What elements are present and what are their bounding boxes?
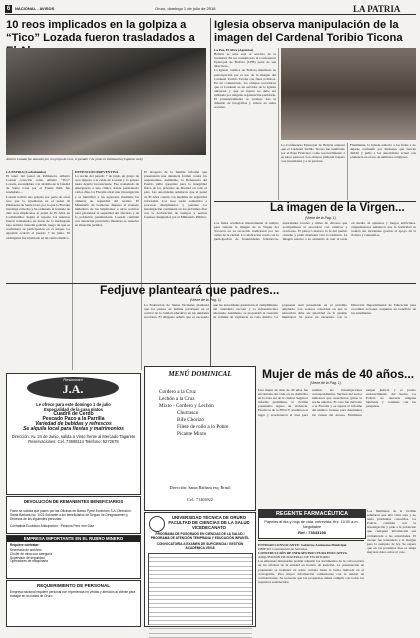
restaurant-line2: Especialidad de la casa platos [44, 407, 103, 412]
masthead [5, 4, 416, 18]
restaurant-logo-letters: J.A. [62, 382, 84, 396]
story-left-headline: 10 reos implicados en la golpiza a “Tico” Lozada fueron trasladados a [6, 19, 195, 44]
story-left-subhead: DETENCIÓN PREVENTIVA [75, 170, 119, 174]
restaurant-logo [27, 377, 119, 399]
teaser-1-text: Los fieles acudieron masivamente al templo para venerar la imagen de la Virgen del Socavón en su recorrido tradicional por las calles de la ciudad. La celebración contó con la participación de fraternidades folklóricas, autoridades locales y miles de devotos que acompañaron la procesión con cánticos y oraciones. El párroco destacó la fe del pueblo orureño y pidió mantener viva la tradición. La imagen retornó a su santuario al caer la tarde en medio de aplausos y fuegos artificiales. Organizadores señalaron que la festividad se realizó sin incidentes gracias al apoyo de la Policía y voluntarios. [214, 221, 416, 242]
teaser-2-headline: Fedjuve planteará que padres... [100, 283, 280, 297]
regente-title: REGENTE FARMACÉUTICA [259, 510, 365, 518]
teaser-2-text: La Federación de Juntas Vecinales planteará que los padres de familia participen en el control de la calidad educativa en las unidades escolares. El dirigente señaló que es necesario que las autoridades garanticen el cumplimiento del calendario escolar y la infraestructura adecuada. Asimismo, se propondrá la creación de comités de vigilancia en cada distrito. La propuesta será presentada en el próximo ampliado. Los vecinos coinciden en que la educación debe ser prioridad en la gestión municipal. Se prevé un encuentro con la Dirección Departamental de Educación para coordinar acciones conjuntas en beneficio de los estudiantes. [144, 303, 416, 320]
teaser-3-text-cont: Los familiares de la víctima señalaron que ella vivía sola y no tenía problemas conocidos. La Policía continúa con la investigación y pide a la población que cualquier información sea comunicada a las autoridades. El cuerpo fue trasladado a la morgue para la autopsia de ley. Se espera que en los próximos días se tenga mayores datos sobre el caso. [367, 509, 416, 554]
regente-body: Papeles al día y hoja de vida, entrevista Hrs. 10:00 a.m., Negotiable [264, 520, 360, 529]
page-number: 6 [6, 6, 11, 12]
story-right-body: Bolivia se sabe está al servicio de la Sociedad. En un comunicado la Conferencia Episcopal de Bolivia (CEB) parte de sus directivos... [214, 52, 276, 69]
menu-item: Lechón a la Cruz [159, 396, 195, 402]
devolucion-list: Contratista Ecofuturo Anticipación · Persona Pero vive Diaz [10, 524, 94, 528]
menu-items [159, 389, 249, 438]
menu-title: MENÚ DOMINICAL [168, 370, 232, 378]
menu-item: Picante Mixto [177, 431, 207, 437]
dateline: Oruro, domingo 1 de julio de 2018 [155, 6, 216, 11]
devolucion-title: DEVOLUCIÓN DE REMANENTES BENEFICIARIOS [23, 499, 124, 504]
story-right-col3: Finalmente, la Iglesia exhortó a los fieles a no dejarse confundir por mensajes que buscan dividir y pidió a las autoridades actuar con prudencia en el uso de símbolos religiosos. [350, 143, 416, 160]
regente-ref: Ref.: 73543198 [298, 530, 326, 535]
menu-item: Filete de rollo a lo Pobre [177, 424, 229, 430]
ad-concursos: ENTIDAD CONVOCANTE: Gobierno Autónomo Municipal OBJETO: Contratación de Servicios CONSTRUCCIÓN DE INFRAESTRUCTURA EDUCATIVA ADQUISICIÓN DE MATERIAL DE ESCRITORIO Las empresas interesadas podrán adquirir los documentos de la convocatoria en las oficinas de la entidad en horario de atención. La presentación de propuestas se realizará en sobre cerrado hasta la fecha indicada en el cronograma. Para mayor información comunicarse con la unidad de contrataciones. Se recuerda que las propuestas deben cumplir con todos los requisitos establecidos. [258, 540, 364, 628]
ad-menu [144, 366, 256, 511]
restaurant-line5: Variedad de bebidas y refrescos [35, 421, 112, 427]
restaurant-name: Restaurant [63, 377, 83, 382]
menu-address: Dirección: Santa Bárbara esq. Brasil [169, 485, 231, 490]
story-right-photo [281, 48, 416, 140]
devolucion-body: Favor se solicita que pasen por las Oficinas de Banco Pyme Ecofuturo S.A. Dirección Santa Bárbara No. 1023 Sobrante a los beneficiarios de Seguro de Desgravamen y Decesos de los siguientes personas: [10, 509, 131, 521]
ad-devolucion [6, 496, 141, 534]
requerimiento-body: Empresa nacional requiere personal con experiencia en ventas y atención al cliente para trabajar en la ciudad de Oruro. [10, 590, 136, 598]
requerimiento-title: REQUERIMIENTO DE PERSONAL [36, 583, 111, 588]
universidad-table [148, 553, 253, 625]
story-left-body-col3: El abogado de la familia informó que presentarán una denuncia formal contra los responsables. Asimismo, la Defensoría del Pueblo pidió garantías para la integridad física de los privados de libertad en todo el país. Las autoridades señalaron que el penal de El Abra cuenta con medidas de seguridad reforzadas. Los reos serán sometidos a procesos disciplinarios y penales. La investigación continuará en los próximos días con la declaración de testigos y peritos forenses designados por el Ministerio Público. [144, 170, 207, 220]
story-right-headline: Iglesia observa manipulación de la imagen del Cardenal Toribio Ticona [214, 19, 403, 44]
restaurant-line6: Se alquila local para fiestas y matrimonios [23, 426, 124, 432]
empresa-requires: Requiere contratar: [10, 543, 40, 547]
restaurant-line3: Cuadril de Cerdo [53, 411, 94, 417]
ad-requerimiento [6, 580, 141, 627]
story-left-body-col1: LA PATRIA (Cochabamba) El tenor del penal de Palmasola, Alberto Lozada conocido como Alberto “Tico” Lozada, excandidato a la alcaldía de la Ciudad de Santa Cruz por el Frente PAP, fue trasladado... Lozada recibió una golpiza por parte de otros reos que lo agredieron en el penal de Palmasola de Santa Cruz, por lo que la Fiscalía investiga el hecho y ha ordenado el traslado de diez reos implicados al penal de El Abra en Cochabamba. Según el reporte, los internos fueron trasladados en horas de la madrugada bajo estricta custodia policial, luego de que se confirmara su participación en el ataque. La agresión ocurrió el pasado 7 de junio. El exdirigente fue internado en un centro médico. [6, 170, 70, 240]
story-left-caption: Alberto Lozada fue atacado por un grupo de reos, el pasado 7 de junio en Palmasola (Captura web). [6, 157, 144, 161]
universidad-title1: UNIVERSIDAD TÉCNICA DE ORURO [171, 515, 247, 520]
universidad-convocatoria: CONVOCATORIA A EXAMEN DE SUFICIENCIA / GESTIÓN ACADÉMICA I/2018 [156, 542, 244, 550]
teaser-3-headline: Mujer de más de 40 años... [262, 367, 415, 381]
menu-item: Churrasco [177, 410, 199, 416]
story-right-col1: La Paz, El Abra (Agencias) Bolivia se sabe está al servicio de la Sociedad. En un comunicado la Conferencia Episcopal de Bolivia (CEB) parte de sus directivos... La Iglesia católica de Bolivia manifestó su preocupación por el uso de la imagen del Cardenal Toribio Ticona con fines políticos. En un comunicado, los obispos recordaron que el Cardenal es un servidor de la Iglesia universal y que su figura no debe ser utilizada por ninguna organización partidaria. El pronunciamiento se produjo tras la difusión de fotografías y videos en redes sociales. [214, 48, 276, 110]
restaurant-line4: Pescado Paco a la Parrilla [42, 416, 105, 422]
story-left-body: El tenor del penal de Palmasola, Alberto Lozada conocido como Alberto “Tico” Lozada, excandidato a la alcaldía de la Ciudad de Santa Cruz por el Frente PAP, fue trasladado... [6, 174, 70, 195]
teaser-3-sub: (Viene de la Pag. 1) [310, 381, 341, 385]
story-left-body-col2: DETENCIÓN PREVENTIVA La noche del pasado 7 de junio un grupo de reos ingresó a la celda de Lozada y lo golpeó hasta dejarlo inconsciente. Fue trasladado de emergencia a una clínica donde permaneció varios días. La Fiscalía abrió una investigación y se identificó a los agresores mediante las cámaras de seguridad del recinto. El Ministerio de Gobierno dispuso el traslado inmediato de los implicados a otros recintos para garantizar la seguridad del afectado y de la población penitenciaria. Lozada continúa con detención preventiva mientras se resuelve su situación jurídica. [75, 170, 139, 228]
restaurant-line8: Reservaciones: Cel. 73609114 Telefono: 5272678 [28, 439, 119, 444]
story-right-byline: La Paz, El Abra (Agencias) [214, 48, 254, 52]
empresa-items: Secretaria de archivos Chofer de mina con categoría Supervisor de seguridad Operadores de maquinaria [10, 548, 52, 564]
restaurant-line1: Le ofrece para este domingo 1 de julio [36, 402, 111, 407]
ad-restaurant [6, 373, 141, 495]
universidad-logo [149, 516, 165, 532]
ad-universidad [144, 512, 256, 627]
universidad-title3: VICEDECANATO [192, 525, 226, 530]
story-left-photo [6, 48, 206, 155]
menu-phone: Cel.: 71404922 [187, 497, 213, 502]
empresa-title: EMPRESA IMPORTANTE EN EL RUBRO MINERO [7, 536, 140, 542]
teaser-1-headline: La imagen de la Virgen... [270, 202, 405, 214]
section-label: NACIONAL - AVISOS [15, 6, 55, 11]
teaser-1-sub: (Viene de la Pag. 1) [305, 216, 336, 220]
restaurant-line7: Dirección: Av. 24 de Junio, salida a Vinto frente al Mercado Tagarete [11, 434, 136, 439]
story-left-byline: LA PATRIA (Cochabamba) [6, 170, 46, 174]
teaser-2-sub: (Viene de la Pag. 1) [190, 298, 221, 302]
universidad-subtitle: PROGRAMA DE POSGRADO EN CIENCIAS DE LA SALUD / PROGRAMA DE ATENCIÓN TEMPRANA Y EDUCACIÓN INFANTIL [150, 532, 250, 540]
paper-name: LA PATRIA [353, 4, 401, 14]
menu-item: Cordero a la Cruz [159, 389, 197, 395]
menu-item: Mixto - Cordero y Lechón [159, 403, 214, 409]
menu-item: Bife Chorizo [177, 417, 204, 423]
story-right-col2: La Conferencia Episcopal de Bolivia expresó que el Cardenal Toribio Ticona fue nombrado por el Papa Francisco como reconocimiento a su labor pastoral. Los obispos pidieron respeto a su investidura y a su persona. [281, 143, 345, 164]
universidad-title2: FACULTAD DE CIENCIAS DE LA SALUD [168, 520, 250, 525]
ad-empresa [6, 535, 141, 579]
ad-regente [258, 509, 366, 539]
teaser-3-text: Una mujer de más de 40 años fue encontrada sin vida en su domicilio en la zona sur de la ciudad. Según el informe preliminar, la víctima presentaba signos de violencia. Efectivos de la FELCV acudieron al lugar y acordonaron el área para realizar las investigaciones correspondientes. Vecinos del sector indicaron que escucharon gritos la noche anterior. El caso fue derivado a la Fiscalía y se espera el informe del médico forense para determinar las causas del deceso. Familiares exigen justicia y el pronto esclarecimiento del hecho. La Policía no descarta ninguna hipótesis y continúa con las pesquisas. [258, 388, 416, 417]
